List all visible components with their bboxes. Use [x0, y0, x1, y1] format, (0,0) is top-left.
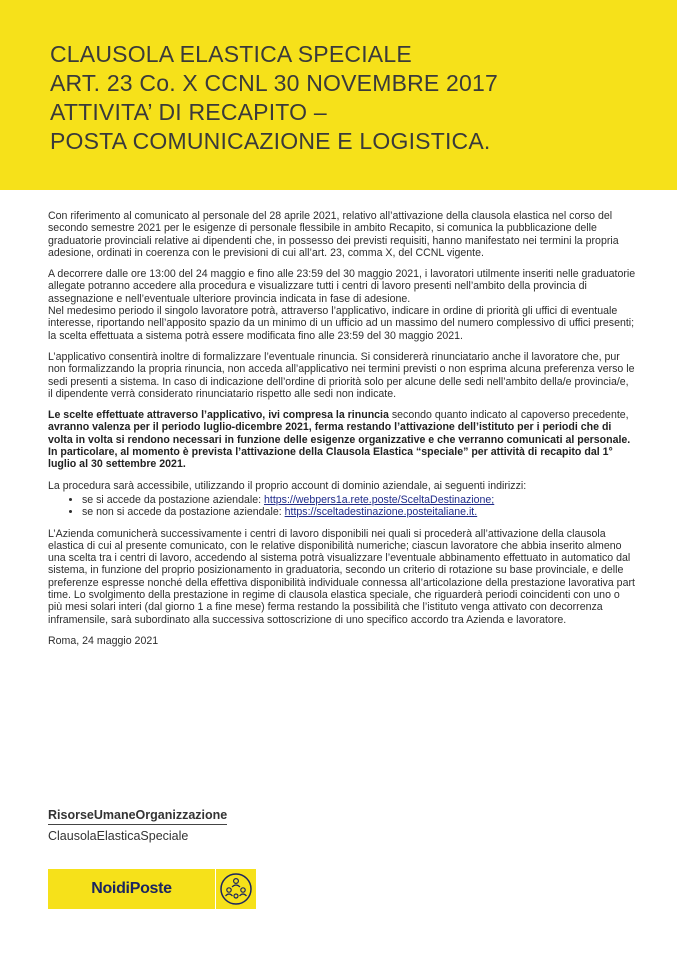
paragraph: La procedura sarà accessibile, utilizzando il proprio account di dominio aziendale, ai seguenti indirizzi: — [48, 479, 527, 492]
signature-block — [48, 806, 227, 843]
link-label: se non si accede da postazione aziendale: — [82, 506, 285, 519]
internal-procedure-link[interactable]: https://webpers1a.rete.poste/SceltaDestinazione; — [263, 493, 495, 506]
bold-text: Le scelte effettuate attraverso l’applicativo, ivi compresa la rinuncia — [48, 409, 389, 422]
signature-subtitle: ClausolaElasticaSpeciale — [48, 829, 189, 843]
title-line: ART. 23 Co. X CCNL 30 NOVEMBRE 2017 — [50, 70, 499, 96]
paragraph: L’Azienda comunicherà successivamente i centri di lavoro disponibili nei quali si procederà all’attivazione della clausola elastica di cui al presente comunicato, con le relative disponibilità numeriche; ciascun lavoratore che abbia inserito almeno una scelta tra i centri di lavoro, accedendo al sistema potrà visualizzare l’eventuale abbinamento effettuato in automatico dal sistema, in funzione del proprio posizionamento in graduatoria, secondo un criterio di rotazione su base provinciale, e delle preferenze espresse nonché della effettiva disponibilità individuale connessa all’articolazione della prestazione lavorativa part time. Lo svolgimento della prestazione in regime di clausola elastica speciale, che riguarderà periodi coincidenti con uno o più mesi solari interi (dal giorno 1 a fine mese) ferma restando la possibilità che l’istituto venga attivato con decorrenza inframensile, sarà subordinato alla successiva sottoscrizione di uno specifico accordo tra Azienda e lavoratore. — [48, 527, 635, 626]
paragraph — [48, 268, 636, 342]
bold-text: avranno valenza per il periodo luglio-dicembre 2021, ferma restando l’attivazione dell’istituto per i periodi che di volta in volta si rendono necessari in funzione delle esigenze organizzative e che verranno comunicati al personale. — [48, 421, 631, 446]
paragraph: Con riferimento al comunicato al personale del 28 aprile 2021, relativo all’attivazione della clausola elastica nel corso del secondo semestre 2021 per le esigenze di personale flessibile in ambito Recapito, si comunica la pubblicazione delle graduatorie provinciali relative ai dipendenti che, in possesso dei previsti requisiti, hanno manifestato nei termini la propria adesione, ordinati in coerenza con le previsioni di cui all’art. 23, comma X, del CCNL vigente. — [48, 210, 619, 259]
document-body — [48, 210, 636, 656]
page-title — [50, 40, 650, 156]
document-date: Roma, 24 maggio 2021 — [48, 634, 159, 647]
paragraph — [48, 409, 636, 470]
title-line: CLAUSOLA ELASTICA SPECIALE — [50, 41, 412, 67]
department-name: RisorseUmaneOrganizzazione — [48, 808, 227, 825]
header-banner — [0, 0, 677, 190]
link-label: se si accede da postazione aziendale: — [82, 493, 264, 506]
noidiposte-logo — [48, 869, 215, 909]
link-list — [48, 494, 636, 519]
list-item — [82, 494, 636, 506]
bold-text: In particolare, al momento è prevista l’attivazione della Clausola Elastica “speciale” per attività di recapito dal 1° luglio al 30 settembre 2021. — [48, 446, 613, 471]
paragraph-text: secondo quanto indicato al capoverso precedente, — [388, 409, 629, 422]
external-procedure-link[interactable]: https://sceltadestinazione.posteitaliane.it. — [284, 506, 478, 519]
paragraph-text: A decorrere dalle ore 13:00 del 24 maggio e fino alle 23:59 del 30 maggio 2021, i lavoratori utilmente inseriti nelle graduatorie allegate potranno accedere alla procedura e visualizzare tutti i centri di lavoro presenti nell’ambito della provincia di assegnazione e nell’eventuale ulteriore provincia indicata in fase di adesione. — [48, 268, 636, 305]
logo-text: NoidiPoste — [91, 880, 172, 897]
paragraph: L’applicativo consentirà inoltre di formalizzare l’eventuale rinuncia. Si considererà rinunciatario anche il lavoratore che, pur non formalizzando la propria rinuncia, non acceda all’applicativo nei termini previsti o non esprima alcuna preferenza verso le sedi presenti a sistema. In caso di indicazione dell’ordine di priorità solo per alcune delle sedi nell’ambito della/e provincia/e, il dipendente verrà considerato rinunciatario rispetto alle sedi non indicate. — [48, 350, 635, 400]
paragraph-text: Nel medesimo periodo il singolo lavoratore potrà, attraverso l’applicativo, indicare in ordine di priorità gli uffici di eventuale interesse, riportando nell’apposito spazio da un minimo di un ufficio ad un massimo del numero complessivo di uffici presenti; la scelta effettuata a sistema potrà essere modificata fino alle 23:59 del 30 maggio 2021. — [48, 305, 635, 342]
title-line: ATTIVITA’ DI RECAPITO – — [50, 99, 327, 125]
title-line: POSTA COMUNICAZIONE E LOGISTICA. — [50, 128, 491, 154]
list-item — [82, 506, 636, 518]
people-circle-icon — [216, 869, 256, 909]
